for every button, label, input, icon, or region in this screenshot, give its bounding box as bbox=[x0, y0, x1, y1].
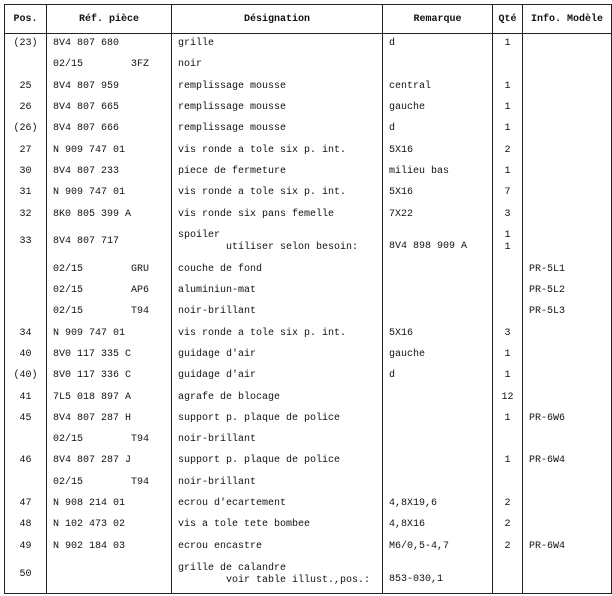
cell-designation: support p. plaque de police bbox=[172, 451, 383, 472]
ref-number: 8V0 117 335 C bbox=[53, 349, 132, 360]
cell-pos: 46 bbox=[5, 451, 47, 472]
cell-designation: vis a tole tete bombee bbox=[172, 515, 383, 536]
cell-qte bbox=[493, 55, 523, 76]
cell-qte bbox=[493, 259, 523, 280]
cell-qte: 7 bbox=[493, 183, 523, 204]
cell-modele bbox=[523, 557, 612, 593]
table-header-row bbox=[5, 5, 612, 34]
cell-qte: 1 bbox=[493, 344, 523, 365]
cell-modele bbox=[523, 344, 612, 365]
cell-remarque bbox=[383, 55, 493, 76]
cell-pos: 32 bbox=[5, 204, 47, 225]
cell-pos: 26 bbox=[5, 97, 47, 118]
cell-designation: noir-brillant bbox=[172, 430, 383, 451]
cell-designation: support p. plaque de police bbox=[172, 408, 383, 429]
ref-number: N 908 214 01 bbox=[53, 498, 126, 510]
ref-number: 8V4 807 717 bbox=[53, 236, 120, 248]
ref-number: N 909 747 01 bbox=[53, 144, 126, 156]
cell-ref bbox=[47, 259, 172, 280]
ref-number: N 909 747 01 bbox=[53, 327, 126, 339]
cell-pos: 40 bbox=[5, 344, 47, 365]
cell-remarque: d bbox=[383, 34, 493, 55]
cell-pos: (23) bbox=[5, 34, 47, 55]
cell-remarque: milieu bas bbox=[383, 161, 493, 182]
cell-pos: 45 bbox=[5, 408, 47, 429]
ref-number: 8V4 807 959 bbox=[53, 80, 120, 92]
cell-designation: remplissage mousse bbox=[172, 76, 383, 97]
cell-remarque: 853-030,1 bbox=[383, 557, 493, 593]
cell-remarque: central bbox=[383, 76, 493, 97]
cell-modele bbox=[523, 225, 612, 259]
cell-qte bbox=[493, 225, 523, 259]
cell-qte: 2 bbox=[493, 493, 523, 514]
cell-ref bbox=[47, 344, 172, 365]
table-row bbox=[5, 97, 612, 118]
header-qte: Qté bbox=[493, 5, 523, 34]
cell-ref bbox=[47, 366, 172, 387]
table-row bbox=[5, 430, 612, 451]
table-row bbox=[5, 366, 612, 387]
cell-qte bbox=[493, 430, 523, 451]
cell-qte: 1 bbox=[493, 97, 523, 118]
cell-modele bbox=[523, 55, 612, 76]
table-row bbox=[5, 204, 612, 225]
header-remarque: Remarque bbox=[383, 5, 493, 34]
cell-ref bbox=[47, 430, 172, 451]
cell-pos: 30 bbox=[5, 161, 47, 182]
table-row bbox=[5, 515, 612, 536]
table-row bbox=[5, 76, 612, 97]
cell-modele bbox=[523, 387, 612, 408]
cell-remarque: 7X22 bbox=[383, 204, 493, 225]
cell-remarque: M6/0,5-4,7 bbox=[383, 536, 493, 557]
table-row bbox=[5, 451, 612, 472]
cell-pos bbox=[5, 430, 47, 451]
table-row bbox=[5, 344, 612, 365]
cell-designation: guidage d'air bbox=[172, 366, 383, 387]
cell-qte: 3 bbox=[493, 323, 523, 344]
cell-remarque bbox=[383, 280, 493, 301]
cell-qte: 2 bbox=[493, 536, 523, 557]
cell-ref bbox=[47, 225, 172, 259]
cell-qte: 2 bbox=[493, 515, 523, 536]
cell-remarque: 4,8X16 bbox=[383, 515, 493, 536]
cell-remarque: 4,8X19,6 bbox=[383, 493, 493, 514]
cell-designation: noir-brillant bbox=[172, 472, 383, 493]
parts-table bbox=[4, 4, 612, 594]
ref-number: 02/15 bbox=[53, 306, 84, 318]
cell-remarque bbox=[383, 259, 493, 280]
cell-designation: noir-brillant bbox=[172, 302, 383, 323]
cell-qte bbox=[493, 280, 523, 301]
cell-modele bbox=[523, 183, 612, 204]
ref-number: 8V4 807 233 bbox=[53, 165, 120, 177]
cell-modele: PR-5L2 bbox=[523, 280, 612, 301]
cell-remarque: 8V4 898 909 A bbox=[383, 225, 493, 259]
cell-designation: aluminiun-mat bbox=[172, 280, 383, 301]
table-row bbox=[5, 536, 612, 557]
cell-designation: remplissage mousse bbox=[172, 97, 383, 118]
cell-qte: 3 bbox=[493, 204, 523, 225]
cell-modele bbox=[523, 430, 612, 451]
header-ref: Réf. pièce bbox=[47, 5, 172, 34]
ref-number: N 102 473 02 bbox=[53, 519, 126, 531]
cell-qte bbox=[493, 472, 523, 493]
header-designation: Désignation bbox=[172, 5, 383, 34]
cell-pos bbox=[5, 472, 47, 493]
cell-ref bbox=[47, 140, 172, 161]
ref-number: 8V4 807 287 H bbox=[53, 412, 132, 424]
cell-modele bbox=[523, 76, 612, 97]
cell-modele bbox=[523, 204, 612, 225]
cell-remarque bbox=[383, 302, 493, 323]
cell-ref bbox=[47, 161, 172, 182]
cell-qte bbox=[493, 302, 523, 323]
cell-qte: 1 bbox=[493, 408, 523, 429]
cell-modele bbox=[523, 323, 612, 344]
table-row bbox=[5, 493, 612, 514]
ref-number: 02/15 bbox=[53, 285, 84, 297]
cell-pos: 49 bbox=[5, 536, 47, 557]
cell-pos bbox=[5, 259, 47, 280]
table-row bbox=[5, 55, 612, 76]
cell-qte: 2 bbox=[493, 140, 523, 161]
ref-code: 3FZ bbox=[130, 59, 149, 71]
cell-pos: 50 bbox=[5, 557, 47, 593]
cell-ref bbox=[47, 204, 172, 225]
cell-pos: (40) bbox=[5, 366, 47, 387]
table-row bbox=[5, 140, 612, 161]
cell-remarque bbox=[383, 472, 493, 493]
cell-ref bbox=[47, 536, 172, 557]
cell-ref bbox=[47, 97, 172, 118]
cell-designation bbox=[172, 225, 383, 259]
ref-number: 8V4 807 287 J bbox=[53, 455, 132, 467]
ref-code: T94 bbox=[130, 306, 149, 318]
cell-designation: ecrou encastre bbox=[172, 536, 383, 557]
cell-remarque bbox=[383, 387, 493, 408]
parts-body bbox=[5, 34, 612, 594]
cell-modele bbox=[523, 472, 612, 493]
ref-number: N 902 184 03 bbox=[53, 540, 126, 552]
cell-qte: 1 bbox=[493, 161, 523, 182]
header-pos: Pos. bbox=[5, 5, 47, 34]
ref-number: 02/15 bbox=[53, 476, 84, 488]
cell-modele bbox=[523, 97, 612, 118]
qte-value-2: 1 bbox=[504, 242, 511, 254]
cell-ref bbox=[47, 408, 172, 429]
ref-number: 8V4 807 680 bbox=[53, 38, 120, 50]
cell-pos: 41 bbox=[5, 387, 47, 408]
cell-designation: vis ronde a tole six p. int. bbox=[172, 323, 383, 344]
cell-designation: vis ronde a tole six p. int. bbox=[172, 183, 383, 204]
cell-modele bbox=[523, 140, 612, 161]
cell-qte: 1 bbox=[493, 119, 523, 140]
table-row bbox=[5, 387, 612, 408]
cell-remarque bbox=[383, 408, 493, 429]
cell-modele: PR-5L1 bbox=[523, 259, 612, 280]
cell-remarque: 5X16 bbox=[383, 323, 493, 344]
cell-designation: grille bbox=[172, 34, 383, 55]
ref-number: 02/15 bbox=[53, 59, 84, 71]
table-row bbox=[5, 161, 612, 182]
header-modele: Info. Modèle bbox=[523, 5, 612, 34]
designation-note: voir table illust.,pos.: bbox=[226, 575, 371, 587]
cell-ref bbox=[47, 55, 172, 76]
cell-designation: vis ronde a tole six p. int. bbox=[172, 140, 383, 161]
cell-designation: noir bbox=[172, 55, 383, 76]
cell-ref bbox=[47, 183, 172, 204]
cell-ref bbox=[47, 34, 172, 55]
cell-designation: couche de fond bbox=[172, 259, 383, 280]
ref-number: 8V4 807 665 bbox=[53, 102, 120, 114]
cell-ref bbox=[47, 451, 172, 472]
table-row bbox=[5, 183, 612, 204]
cell-modele bbox=[523, 34, 612, 55]
ref-code: GRU bbox=[130, 263, 149, 275]
cell-modele bbox=[523, 366, 612, 387]
table-row bbox=[5, 472, 612, 493]
ref-number: N 909 747 01 bbox=[53, 187, 126, 199]
cell-ref bbox=[47, 280, 172, 301]
cell-remarque: d bbox=[383, 119, 493, 140]
cell-pos: (26) bbox=[5, 119, 47, 140]
cell-modele: PR-6W4 bbox=[523, 451, 612, 472]
table-row bbox=[5, 119, 612, 140]
cell-remarque bbox=[383, 430, 493, 451]
cell-remarque: 5X16 bbox=[383, 183, 493, 204]
cell-ref bbox=[47, 323, 172, 344]
ref-code: T94 bbox=[130, 476, 149, 488]
table-row bbox=[5, 557, 612, 593]
cell-ref bbox=[47, 387, 172, 408]
table-row bbox=[5, 408, 612, 429]
table-row bbox=[5, 225, 612, 259]
ref-number: 8K0 805 399 A bbox=[53, 208, 132, 220]
ref-number: 02/15 bbox=[53, 434, 84, 446]
cell-remarque: d bbox=[383, 366, 493, 387]
cell-pos bbox=[5, 302, 47, 323]
cell-designation: guidage d'air bbox=[172, 344, 383, 365]
cell-pos: 25 bbox=[5, 76, 47, 97]
cell-designation: piece de fermeture bbox=[172, 161, 383, 182]
cell-designation bbox=[172, 557, 383, 593]
cell-ref bbox=[47, 472, 172, 493]
cell-modele bbox=[523, 161, 612, 182]
cell-pos: 33 bbox=[5, 225, 47, 259]
designation-note: utiliser selon besoin: bbox=[226, 242, 359, 254]
cell-pos: 48 bbox=[5, 515, 47, 536]
cell-designation: ecrou d'ecartement bbox=[172, 493, 383, 514]
cell-remarque: 5X16 bbox=[383, 140, 493, 161]
qte-value: 1 bbox=[504, 230, 511, 242]
cell-modele: PR-5L3 bbox=[523, 302, 612, 323]
cell-ref bbox=[47, 493, 172, 514]
cell-pos bbox=[5, 55, 47, 76]
ref-number: 7L5 018 897 A bbox=[53, 391, 132, 403]
cell-pos: 47 bbox=[5, 493, 47, 514]
cell-remarque: gauche bbox=[383, 344, 493, 365]
cell-qte: 1 bbox=[493, 451, 523, 472]
ref-number: 8V4 807 666 bbox=[53, 123, 120, 135]
cell-ref bbox=[47, 302, 172, 323]
cell-ref bbox=[47, 76, 172, 97]
cell-qte bbox=[493, 557, 523, 593]
cell-qte: 1 bbox=[493, 366, 523, 387]
cell-pos: 34 bbox=[5, 323, 47, 344]
cell-pos bbox=[5, 280, 47, 301]
table-row bbox=[5, 34, 612, 55]
table-row bbox=[5, 259, 612, 280]
cell-modele bbox=[523, 119, 612, 140]
cell-qte: 1 bbox=[493, 34, 523, 55]
cell-remarque bbox=[383, 451, 493, 472]
cell-ref bbox=[47, 557, 172, 593]
table-row bbox=[5, 280, 612, 301]
table-row bbox=[5, 302, 612, 323]
cell-modele: PR-6W6 bbox=[523, 408, 612, 429]
cell-modele: PR-6W4 bbox=[523, 536, 612, 557]
cell-qte: 1 bbox=[493, 76, 523, 97]
cell-qte: 12 bbox=[493, 387, 523, 408]
designation-text: grille de calandre bbox=[178, 563, 287, 575]
cell-designation: agrafe de blocage bbox=[172, 387, 383, 408]
ref-code: AP6 bbox=[130, 285, 149, 297]
ref-number: 8V0 117 336 C bbox=[53, 370, 132, 382]
ref-code: T94 bbox=[130, 434, 149, 446]
table-row bbox=[5, 323, 612, 344]
cell-pos: 31 bbox=[5, 183, 47, 204]
cell-designation: remplissage mousse bbox=[172, 119, 383, 140]
cell-modele bbox=[523, 493, 612, 514]
cell-remarque: gauche bbox=[383, 97, 493, 118]
cell-ref bbox=[47, 119, 172, 140]
ref-number: 02/15 bbox=[53, 263, 84, 275]
cell-pos: 27 bbox=[5, 140, 47, 161]
cell-modele bbox=[523, 515, 612, 536]
cell-ref bbox=[47, 515, 172, 536]
cell-designation: vis ronde six pans femelle bbox=[172, 204, 383, 225]
designation-text: spoiler bbox=[178, 230, 221, 242]
